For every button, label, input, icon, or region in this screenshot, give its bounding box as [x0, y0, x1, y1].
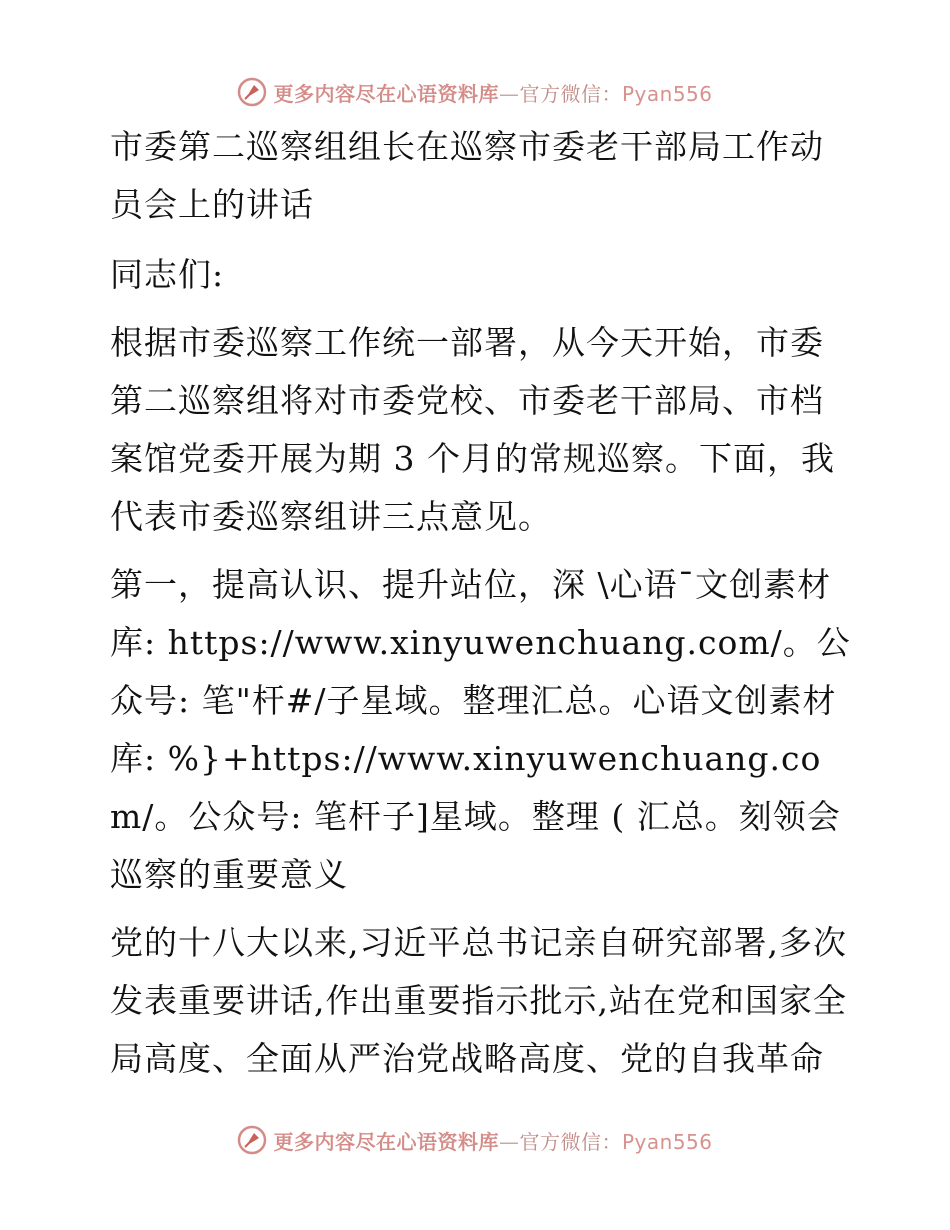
header-watermark-banner	[0, 72, 950, 112]
banner-separator: —	[498, 1129, 520, 1154]
banner-wechat-label: 官方微信：	[519, 1129, 622, 1154]
pen-nib-logo-icon	[237, 1125, 267, 1155]
document-title: 市委第二巡察组组长在巡察市委老干部局工作动员会上的讲话	[110, 127, 824, 224]
banner-main-text: 更多内容尽在心语资料库	[273, 1129, 499, 1154]
banner-main-text: 更多内容尽在心语资料库	[273, 81, 499, 106]
paragraph-2: 第一，提高认识、提升站位，深 \心语¯文创素材库: https://www.xinyuwenchuang.com/。公众号: 笔"杆#/子星域。整理汇总。心语文创素材库: %}+https://www.xinyuwenchuang.com/。公众号: 笔杆子]星域。整理 ( 汇总。刻领会巡察的重要意义	[110, 565, 851, 894]
banner-wechat-label: 官方微信：	[519, 81, 622, 106]
paragraph-3: 党的十八大以来,习近平总书记亲自研究部署,多次发表重要讲话,作出重要指示批示,站在党和国家全局高度、全面从严治党战略高度、党的自我革命	[110, 923, 847, 1078]
banner-separator: —	[498, 81, 520, 106]
paragraph-1: 根据市委巡察工作统一部署，从今天开始，市委第二巡察组将对市委党校、市委老干部局、市档案馆党委开展为期 3 个月的常规巡察。下面，我代表市委巡察组讲三点意见。	[110, 323, 835, 536]
footer-watermark-banner	[0, 1120, 950, 1160]
salutation: 同志们:	[110, 255, 225, 294]
banner-wechat-id: Pyan556	[621, 81, 713, 106]
pen-nib-logo-icon	[237, 77, 267, 107]
document-body	[98, 118, 853, 1098]
banner-wechat-id: Pyan556	[621, 1129, 713, 1154]
